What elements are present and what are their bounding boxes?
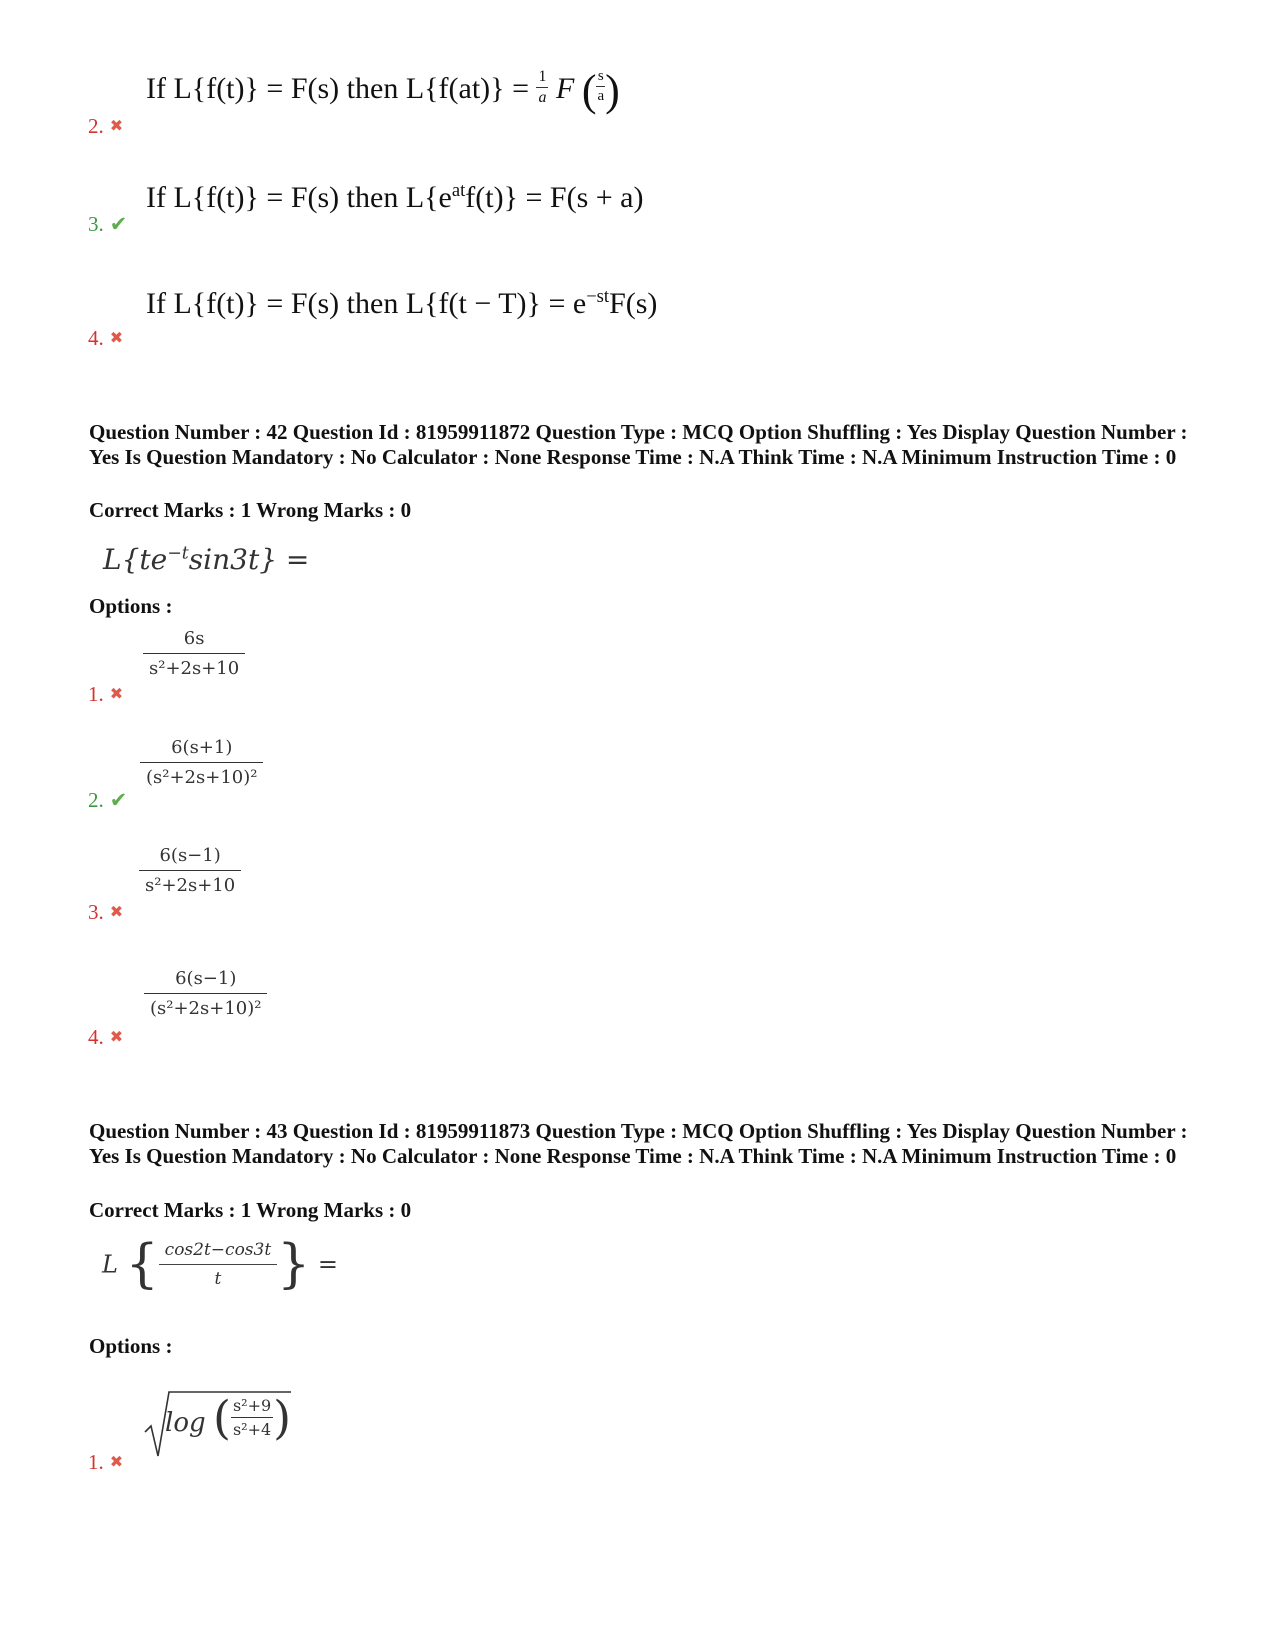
- prev-option-2-number: 2. ✖: [88, 114, 124, 138]
- q43-option-1-number: 1. ✖: [88, 1450, 124, 1474]
- check-icon: ✔: [109, 788, 128, 812]
- q42-meta: Question Number : 42 Question Id : 81959911872 Question Type : MCQ Option Shuffling : Yes Display Question Number : Yes Is Question Mandatory : No Calculator : None Response Time : N.A Think Time : N.A Minimum Instruction Time : 0: [89, 420, 1188, 469]
- prev-option-4-number: 4. ✖: [88, 326, 124, 350]
- cross-icon: ✖: [109, 330, 124, 347]
- q42-options-label: Options :: [89, 594, 173, 618]
- q42-option-3-expression: $\frac{6(s-1)}{\text{s²+2s+10}}$: [139, 845, 241, 896]
- q42-option-4-expression: $\frac{6(s-1)}{\text{(s²+2s+10)²}}$: [144, 968, 267, 1019]
- cross-icon: ✖: [109, 118, 124, 135]
- cross-icon: ✖: [109, 904, 124, 921]
- q43-options-label: Options :: [89, 1334, 173, 1358]
- q42-option-3-number: 3. ✖: [88, 900, 124, 924]
- q42-option-4-number: 4. ✖: [88, 1025, 124, 1049]
- q42-question: $L\{te^{-t}\sin 3t\}$ =: [103, 543, 310, 576]
- q42-option-1-number: 1. ✖: [88, 682, 124, 706]
- q42-marks: Correct Marks : 1 Wrong Marks : 0: [89, 498, 412, 522]
- q42-option-1-expression: $\frac{6s}{\text{s²+2s+10}}$: [143, 628, 245, 679]
- check-icon: ✔: [109, 212, 128, 236]
- q42-option-2-expression: $\frac{6(s+1)}{\text{(s²+2s+10)²}}$: [140, 737, 263, 788]
- q43-question: L { $\frac{\cos 2t-\cos 3t}{t}$ } =: [102, 1234, 339, 1295]
- q43-option-1-expression: log ( $\frac{\text{s²+9}}{\text{s²+4}}$ ): [143, 1388, 293, 1460]
- q43-meta: Question Number : 43 Question Id : 81959911873 Question Type : MCQ Option Shuffling : Yes Display Question Number : Yes Is Question Mandatory : No Calculator : None Response Time : N.A Think Time : N.A Minimum Instruction Time : 0: [89, 1119, 1188, 1168]
- cross-icon: ✖: [109, 1454, 124, 1471]
- prev-option-3-statement: If L{f(t)} = F(s) then $L\{e^{at}f(t)\} = F(s + a)$: [146, 180, 644, 214]
- prev-option-2-statement: If L{f(t)} = F(s) then L{f(at)} = $\frac{1}{a}$ F ( $\frac{s}{a}$ ): [146, 66, 620, 116]
- prev-option-4-statement: If L{f(t)} = F(s) then $L\{f(t - T)\} = e^{-st}F(s)$: [146, 286, 658, 320]
- prev-option-3-number: 3. ✔: [88, 212, 128, 236]
- cross-icon: ✖: [109, 1029, 124, 1046]
- q42-option-2-number: 2. ✔: [88, 788, 128, 812]
- cross-icon: ✖: [109, 686, 124, 703]
- q43-marks: Correct Marks : 1 Wrong Marks : 0: [89, 1198, 412, 1222]
